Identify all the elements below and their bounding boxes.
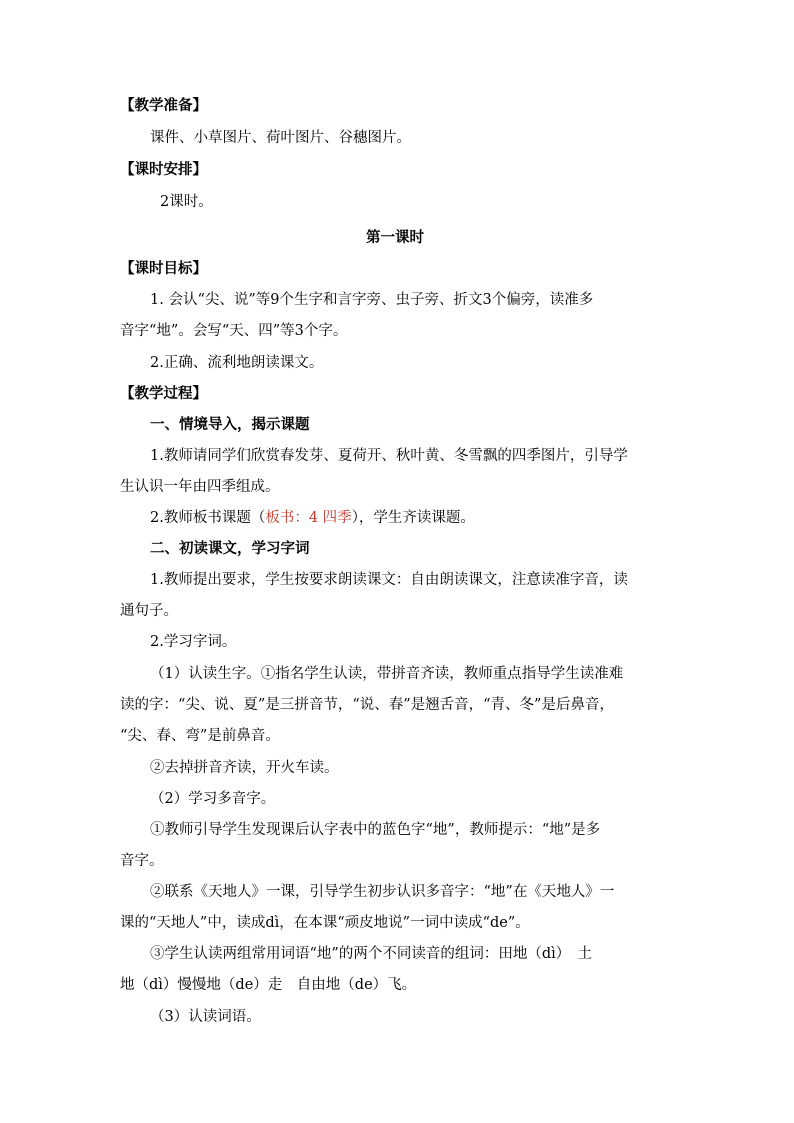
goal-1-line1: 1. 会认“尖、说”等9个生字和言字旁、虫子旁、折文3个偏旁，读准多 [150,292,594,308]
section-2-title: 二、初读课文，学习字词 [150,540,310,557]
sub2-p3-line2: 地（dì）慢慢地（de）走 自由地（de）飞。 [120,977,417,993]
sub1-line1: （1）认读生字。①指名学生认读，带拼音齐读，教师重点指导学生读准难 [150,666,624,682]
goals-heading: 【课时目标】 [120,260,207,277]
process-heading: 【教学过程】 [120,385,207,402]
prep-heading: 【教学准备】 [120,97,207,114]
goal-1-line2: 音字“地”。会写“天、四”等3个字。 [120,323,348,339]
sub2-p2-line1: ②联系《天地人》一课，引导学生初步认识多音字：“地”在《天地人》一 [150,884,615,900]
sub3-title: （3）认读词语。 [150,1009,261,1025]
sub1-line3: “尖、春、弯”是前鼻音。 [120,728,280,744]
s1-item2-post: ），学生齐读课题。 [351,510,475,526]
s1-item2-pre: 2.教师板书课题（ [150,510,266,526]
blackboard-note: 板书：4 四季 [265,510,352,526]
sub2-p2-line2: 课的“天地人”中，读成dì，在本课“顽皮地说”一词中读成“de”。 [120,915,530,931]
sub2-p1-line2: 音字。 [120,853,164,869]
lesson-title: 第一课时 [366,229,424,246]
s2-item1-line1: 1.教师提出要求，学生按要求朗读课文：自由朗读课文，注意读准字音，读 [150,572,628,588]
s1-item2 [150,508,475,528]
s1-item1-line2: 生认识一年由四季组成。 [120,479,280,495]
s2-item1-line2: 通句子。 [120,603,178,619]
section-1-title: 一、情境导入，揭示课题 [150,416,310,433]
sub2-title: （2）学习多音字。 [150,791,276,807]
s1-item1-line1: 1.教师请同学们欣赏春发芽、夏荷开、秋叶黄、冬雪飘的四季图片，引导学 [150,448,628,464]
sub1-line2: 读的字：“尖、说、夏”是三拼音节，“说、春”是翘舌音，“青、冬”是后鼻音， [120,697,614,713]
sub2-p3-line1: ③学生认读两组常用词语“地”的两个不同读音的组词：田地（dì） 土 [150,946,592,962]
schedule-text: 2课时。 [160,194,213,210]
schedule-heading: 【课时安排】 [120,161,207,178]
prep-text: 课件、小草图片、荷叶图片、谷穗图片。 [150,130,411,146]
s2-item2: 2.学习字词。 [150,634,237,650]
goal-2: 2.正确、流利地朗读课文。 [150,355,324,371]
sub1-line4: ②去掉拼音齐读，开火车读。 [150,760,339,776]
sub2-p1-line1: ①教师引导学生发现课后认字表中的蓝色字“地”，教师提示：“地”是多 [150,822,601,838]
